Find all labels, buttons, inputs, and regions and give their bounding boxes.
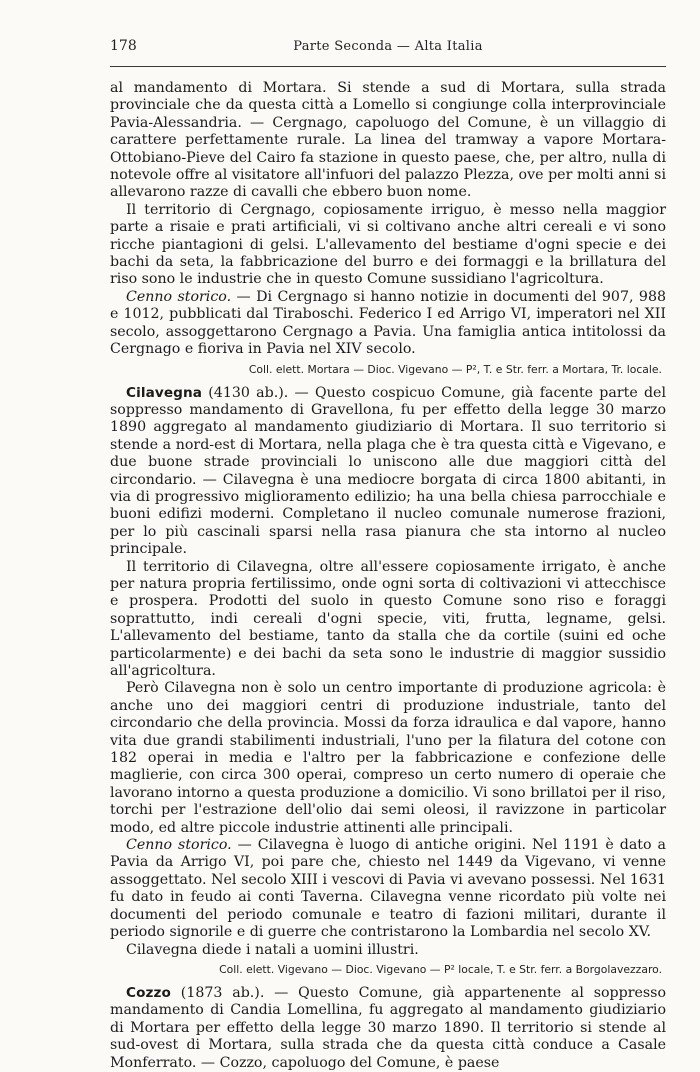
entry-heading-cozzo: Cozzo [126,984,171,1001]
paragraph-cergnago-territory: Il territorio di Cergnago, copiosamente irriguo, è messo nella maggior parte a risaie e prati artificiali, vi si coltivano anche altri cereali e vi sono ricche piantagioni di gelsi. L'allevamento del bestiame d'ogni specie e dei bachi da seta, la fabbricazione del burro e dei formaggi e la brillatura del riso sono le industrie che in questo Comune sussidiano l'agricoltura. [110,201,666,288]
paragraph-cilavegna-industry: Però Cilavegna non è solo un centro importante di produzione agricola: è anche uno dei maggiori centri di produzione industriale, tanto del circondario che della provincia. Mossi da forza idraulica e dal vapore, hanno vita due grandi stabilimenti industriali, l'uno per la filatura del cotone con 182 operai in media e l'altro per la fabbricazione e confezione delle maglierie, con circa 300 operai, compreso un certo numero di operaie che lavorano intorno a questa produzione a domicilio. Vi sono brillatoi per il riso, torchi per l'estrazione dell'olio dai semi oleosi, il ravizzone in particolar modo, ed altre piccole industrie attinenti alle principali. [110,680,666,836]
page-number: 178 [110,38,137,54]
cenno-storico-label: Cenno storico. [126,288,232,305]
cenno-storico-label: Cenno storico. [126,837,232,854]
info-line-cilavegna: Coll. elett. Vigevano — Dioc. Vigevano — P² locale, T. e Str. ferr. a Borgolavezzaro. [219,962,662,976]
cozzo-intro-text: (1873 ab.). — Questo Comune, già appartenente al soppresso mandamento di Candia Lomellina, fu aggregato al mandamento giudiziario di Mortara per effetto della legge 30 marzo 1890. Il territorio si stende al sud-ovest di Mortara, sulla strada che da questa città conduce a Casale Monferrato. — Cozzo, capoluogo del Comune, è paese [110,984,666,1071]
page-body [110,80,666,1072]
cergnago-history-text: — Di Cergnago si hanno notizie in documenti del 907, 988 e 1012, pubblicati dal Tiraboschi. Federico I ed Arrigo VI, imperatori nel XII secolo, assoggettarono Cergnago a Pavia. Una famiglia antica intitolossi da Cergnago e fioriva in Pavia nel XIV secolo. [110,288,666,358]
cilavegna-history-text: — Cilavegna è luogo di antiche origini. Nel 1191 è dato a Pavia da Arrigo VI, poi pare che, chiesto nel 1449 da Vigevano, vi venne assoggettato. Nel secolo XIII i vescovi di Pavia vi avevano possessi. Nel 1631 fu dato in feudo ai conti Taverna. Cilavegna venne ricordato più volte nei documenti del periodo comunale e teatro di fazioni militari, durante il periodo signorile e di guerre che contristarono la Lombardia nel secolo XV. [110,837,666,941]
page-header [110,38,666,58]
paragraph-cilavegna-illustri: Cilavegna diede i natali a uomini illustri. [126,941,419,958]
entry-cilavegna [110,385,666,559]
header-rule [110,66,666,67]
entry-cozzo [110,985,666,1072]
paragraph-cilavegna-territory: Il territorio di Cilavegna, oltre all'essere copiosamente irrigato, è anche per natura propria fertilissimo, onde ogni sorta di coltivazioni vi attecchisce e prospera. Prodotti del suolo in questo Comune sono riso e foraggi soprattutto, indi cereali d'ogni specie, viti, frutta, legname, gelsi. L'allevamento del bestiame, tanto da stalla che da cortile (suini ed oche particolarmente) e dei bachi da seta sono le industrie di maggior sussidio all'agricoltura. [110,558,666,679]
paragraph-cergnago-history [110,289,666,359]
info-line-cergnago: Coll. elett. Mortara — Dioc. Vigevano — P², T. e Str. ferr. a Mortara, Tr. locale. [248,362,662,376]
running-title: Parte Seconda — Alta Italia [293,39,483,54]
paragraph-cilavegna-history [110,837,666,941]
cilavegna-intro-text: (4130 ab.). — Questo cospicuo Comune, già facente parte del soppresso mandamento di Gravellona, fu per effetto della legge 30 marzo 1890 aggregato al mandamento giudiziario di Mortara. Il suo territorio si stende a nord-est di Mortara, nella plaga che è tra questa città e Vigevano, e due buone strade provinciali lo uniscono alle due maggiori città del circondario. — Cilavegna è una mediocre borgata di circa 1800 abitanti, in via di progressivo miglioramento edilizio; ha una bella chiesa parrocchiale e buoni edifizi moderni. Completano il nucleo comunale numerose frazioni, per lo più cascinali sparsi nella rasa pianura che sta intorno al nucleo principale. [110,384,666,558]
entry-heading-cilavegna: Cilavegna [126,384,203,401]
paragraph-cergnago-continued: al mandamento di Mortara. Si stende a sud di Mortara, sulla strada provinciale che da questa città a Lomello si congiunge colla interprovinciale Pavia-Alessandria. — Cergnago, capoluogo del Comune, è un villaggio di carattere perfettamente rurale. La linea del tramway a vapore Mortara-Ottobiano-Pieve del Cairo fa stazione in questo paese, che, per altro, nulla di notevole offre al visitatore all'infuori del palazzo Plezza, ove per molti anni si allevarono razze di cavalli che ebbero buon nome. [110,80,666,201]
